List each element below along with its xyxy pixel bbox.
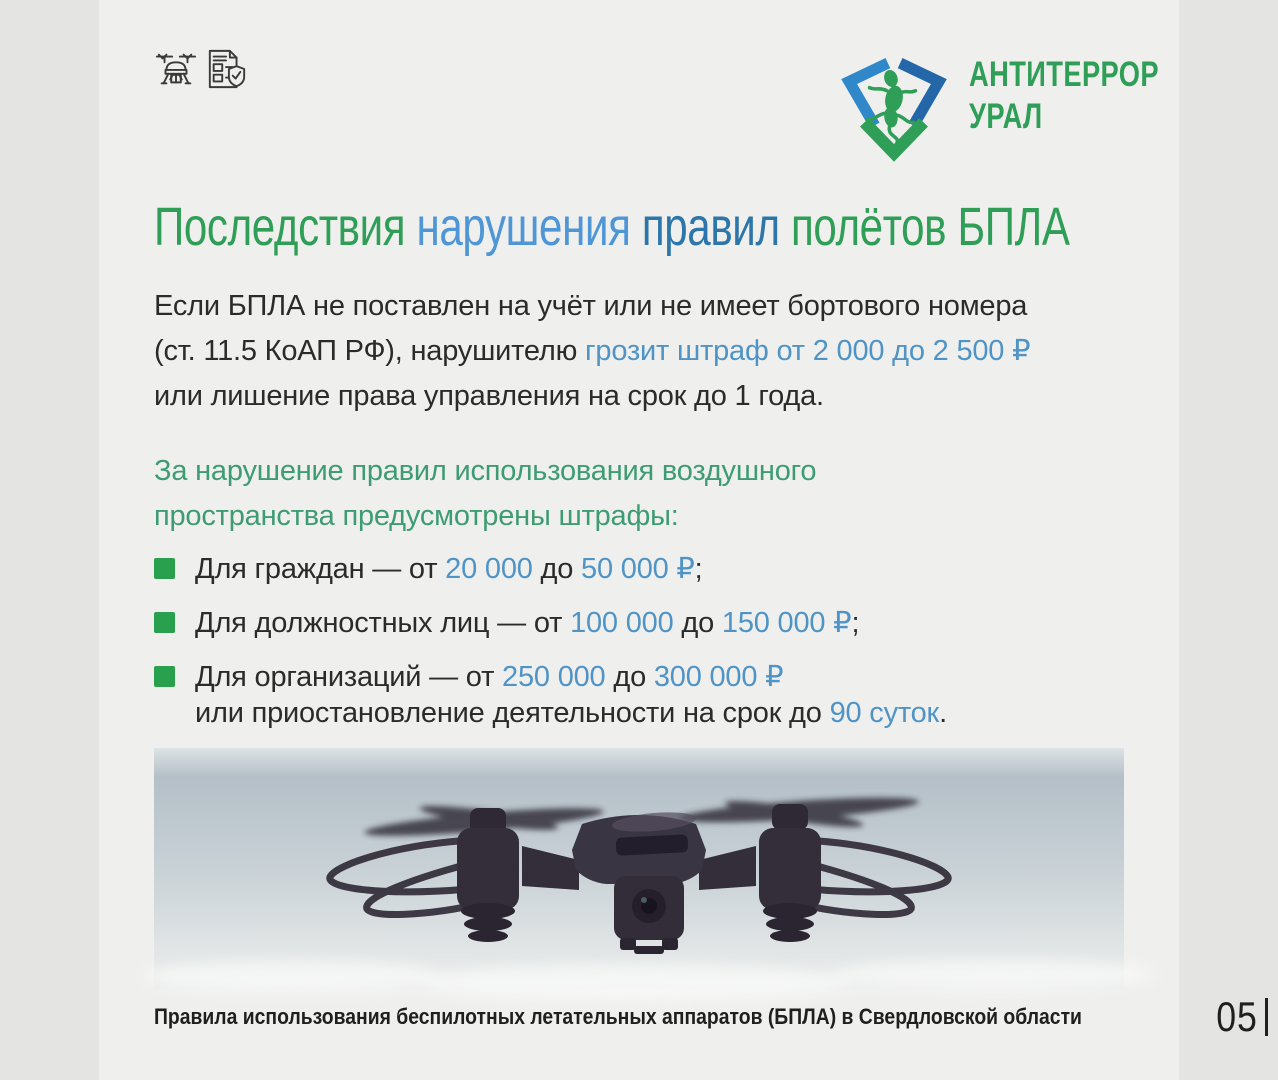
page-number: 05 <box>1215 993 1258 1040</box>
page-title: Последствия нарушения правил полётов БПЛА <box>154 197 1070 257</box>
logo-text <box>969 54 1159 138</box>
list-item-officials <box>154 605 947 641</box>
separator-bar <box>1265 998 1268 1036</box>
logo-line2: УРАЛ <box>969 97 1043 136</box>
page-indicator <box>1209 993 1278 1041</box>
bullet-square-icon <box>154 666 175 687</box>
infographic-card <box>99 0 1258 1080</box>
list-item-text: Для организаций — от 250 000 до 300 000 ₽ или приостановление деятельности на срок до 90 суток. <box>195 661 947 729</box>
footer <box>154 993 1258 1041</box>
footer-caption: Правила использования беспилотных летательных аппаратов (БПЛА) в Свердловской области <box>154 1004 1082 1029</box>
intro-paragraph: Если БПЛА не поставлен на учёт или не имеет бортового номера (ст. 11.5 КоАП РФ), нарушителю грозит штраф от 2 000 до 2 500 ₽ или лишение права управления на срок до 1 года. <box>154 290 1031 412</box>
drone-photo <box>154 748 1124 990</box>
fines-subheading: За нарушение правил использования воздушного пространства предусмотрены штрафы: <box>154 455 817 532</box>
list-item-organizations <box>154 659 947 731</box>
fines-list <box>154 551 947 749</box>
drone-icon <box>154 48 198 95</box>
antiterror-ural-logo <box>841 46 1213 169</box>
list-item-text: Для граждан — от 20 000 до 50 000 ₽; <box>195 553 703 585</box>
shield-lizard-icon <box>841 46 947 169</box>
list-item-citizens <box>154 551 947 587</box>
header-icons <box>154 48 248 95</box>
document-shield-icon <box>206 48 248 95</box>
bullet-square-icon <box>154 612 175 633</box>
logo-line1: АНТИТЕРРОР <box>969 55 1160 94</box>
list-item-text: Для должностных лиц — от 100 000 до 150 000 ₽; <box>195 607 860 639</box>
bullet-square-icon <box>154 558 175 579</box>
